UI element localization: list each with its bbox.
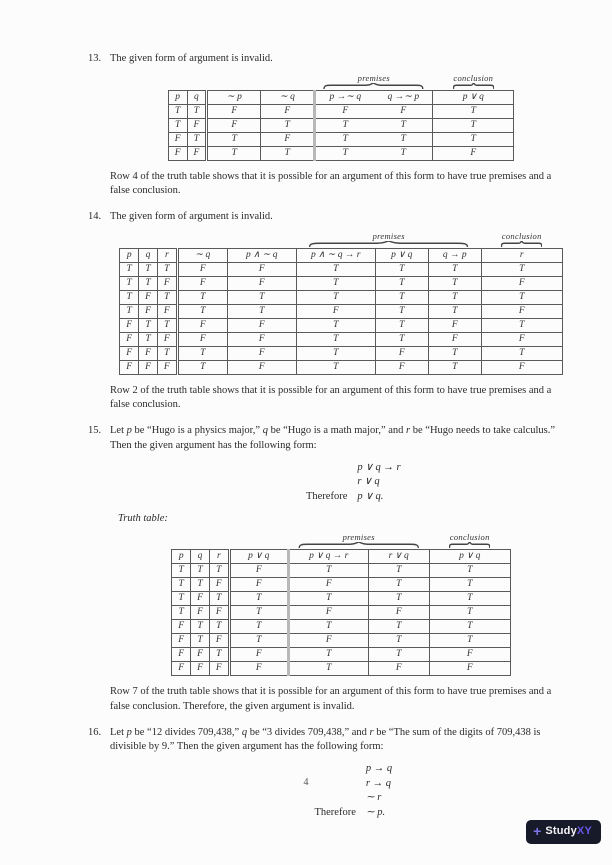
table-body (120, 262, 562, 374)
table-cell: T (428, 290, 481, 304)
conclusion-brace (429, 532, 510, 550)
item-14-note: Row 2 of the truth table shows that it is possible for an argument of this form to have true premises and a false conclusion. (110, 384, 552, 411)
table-cell: T (375, 304, 428, 318)
table-cell: T (191, 578, 210, 592)
table-cell: F (191, 606, 210, 620)
argument-line (290, 806, 392, 821)
truth-table-13 (168, 73, 515, 161)
item-15 (88, 424, 572, 715)
table-cell: T (481, 318, 562, 332)
table-cell: F (187, 118, 207, 132)
table-row (172, 634, 510, 648)
page-content (88, 52, 572, 839)
table-cell: T (139, 262, 158, 276)
table-cell: T (315, 146, 375, 160)
table-row (120, 262, 562, 276)
table-cell: F (120, 346, 139, 360)
table-cell: T (429, 620, 510, 634)
table-cell: T (429, 606, 510, 620)
table-cell: T (481, 262, 562, 276)
table-row (120, 332, 562, 346)
table-cell: T (172, 564, 191, 578)
table-cell: F (288, 578, 368, 592)
table-cell: T (168, 118, 187, 132)
table-cell: F (168, 146, 187, 160)
table-cell: F (172, 634, 191, 648)
table-cell: T (315, 118, 375, 132)
table-cell: T (428, 360, 481, 374)
table-cell: F (481, 304, 562, 318)
table-cell: T (288, 592, 368, 606)
table-cell: F (187, 146, 207, 160)
table-cell: T (296, 360, 375, 374)
table-cell: T (296, 262, 375, 276)
table-row (120, 318, 562, 332)
truth-table-13-wrap (110, 73, 572, 161)
argument-line (281, 475, 400, 490)
table-cell: F (177, 262, 227, 276)
table-cell: F (207, 118, 261, 132)
col-header: q (191, 550, 210, 564)
table-cell: T (172, 578, 191, 592)
table-cell: F (229, 648, 288, 662)
argument-line (281, 490, 400, 505)
table-cell: T (227, 290, 296, 304)
table-cell: T (209, 592, 229, 606)
brace-row (172, 532, 510, 550)
table-cell: T (368, 620, 429, 634)
table-cell: F (139, 346, 158, 360)
table-cell: F (120, 318, 139, 332)
table-cell: T (374, 132, 433, 146)
table-row (120, 346, 562, 360)
argument-line (290, 791, 392, 806)
table-cell: T (209, 620, 229, 634)
table-row (168, 146, 514, 160)
conclusion-brace-icon (449, 542, 490, 548)
table-row (172, 564, 510, 578)
table-cell: T (120, 290, 139, 304)
truth-table-15 (171, 532, 510, 676)
col-header: p →∼ q (315, 90, 375, 104)
table-cell: T (375, 332, 428, 346)
table-cell: F (296, 304, 375, 318)
table-cell: T (429, 634, 510, 648)
table-cell: T (429, 564, 510, 578)
table-cell: T (433, 118, 514, 132)
item-13-number: 13. (88, 53, 102, 64)
table-cell: T (177, 290, 227, 304)
table-cell: F (209, 634, 229, 648)
item-16-number: 16. (88, 726, 102, 738)
table-cell: T (172, 606, 191, 620)
table-row (172, 648, 510, 662)
table-cell: T (207, 132, 261, 146)
col-header: p ∧ ∼ q (227, 248, 296, 262)
table-cell: T (429, 578, 510, 592)
table-cell: T (296, 332, 375, 346)
table-cell: F (229, 662, 288, 676)
table-cell: T (375, 290, 428, 304)
truth-table-label: Truth table: (118, 512, 168, 524)
col-header: r (209, 550, 229, 564)
table-row (172, 620, 510, 634)
table-cell: T (229, 606, 288, 620)
table-cell: F (229, 578, 288, 592)
col-header: ∼ q (261, 90, 315, 104)
premises-label: premises (372, 230, 405, 241)
table-cell: F (191, 648, 210, 662)
table-cell: T (375, 318, 428, 332)
premises-label: premises (357, 72, 390, 83)
table-cell: F (191, 662, 210, 676)
table-row (172, 578, 510, 592)
table-cell: T (296, 290, 375, 304)
col-header: p ∨ q (429, 550, 510, 564)
table-cell: F (157, 360, 177, 374)
table-body (168, 104, 514, 160)
table-cell: F (429, 662, 510, 676)
table-cell: F (157, 332, 177, 346)
table-cell: T (428, 276, 481, 290)
table-cell: F (481, 332, 562, 346)
table-cell: F (157, 276, 177, 290)
col-header: p (172, 550, 191, 564)
table-cell: T (481, 290, 562, 304)
table-cell: F (209, 578, 229, 592)
table-cell: F (375, 360, 428, 374)
table-cell: T (120, 276, 139, 290)
conclusion-label: conclusion (501, 230, 542, 241)
table-cell: T (368, 564, 429, 578)
brace-row (168, 73, 514, 91)
table-cell: T (177, 346, 227, 360)
col-header: ∼ q (177, 248, 227, 262)
premises-brace (288, 532, 429, 550)
premises-label: premises (342, 532, 375, 543)
table-cell: F (429, 648, 510, 662)
argument-form-16 (290, 762, 392, 821)
table-cell: F (288, 606, 368, 620)
table-cell: F (207, 104, 261, 118)
table-cell: F (177, 318, 227, 332)
premise: p ∨ q → r (357, 461, 401, 473)
conclusion-brace (433, 73, 514, 91)
table-cell: F (157, 304, 177, 318)
col-header: p (168, 90, 187, 104)
premises-brace-icon (308, 241, 469, 247)
col-header: r ∨ q (368, 550, 429, 564)
header-row (120, 248, 562, 262)
col-header: p (120, 248, 139, 262)
table-cell: F (172, 620, 191, 634)
table-cell: T (368, 592, 429, 606)
table-cell: T (368, 634, 429, 648)
table-cell: F (120, 360, 139, 374)
table-cell: T (157, 346, 177, 360)
table-cell: T (433, 132, 514, 146)
premises-brace (315, 73, 433, 91)
item-15-text: Let p be “Hugo is a physics major,” q be “Hugo is a math major,” and r be “Hugo needs to take calculus.” Then the given argument has the following form: (110, 425, 556, 451)
table-cell: T (139, 318, 158, 332)
truth-table-14 (119, 231, 562, 375)
conclusion: p ∨ q. (357, 490, 384, 502)
table-cell: T (374, 118, 433, 132)
table-cell: T (315, 132, 375, 146)
table-cell: T (368, 648, 429, 662)
table-cell: F (433, 146, 514, 160)
table-cell: T (288, 620, 368, 634)
table-cell: F (374, 104, 433, 118)
table-cell: F (227, 262, 296, 276)
table-cell: T (375, 276, 428, 290)
conclusion-label: conclusion (453, 72, 494, 83)
table-cell: T (139, 332, 158, 346)
table-cell: F (177, 276, 227, 290)
brand-xy: XY (576, 824, 592, 837)
table-cell: F (261, 104, 315, 118)
table-cell: T (227, 304, 296, 318)
table-row (172, 662, 510, 676)
table-cell: T (368, 578, 429, 592)
table-body (172, 564, 510, 676)
truth-table-15-wrap (110, 532, 572, 676)
col-header: p ∨ q (433, 90, 514, 104)
item-14 (88, 210, 572, 413)
table-row (168, 118, 514, 132)
table-cell: F (209, 662, 229, 676)
table-cell: F (428, 318, 481, 332)
table-cell: F (227, 360, 296, 374)
table-row (168, 104, 514, 118)
col-header: r (481, 248, 562, 262)
table-row (120, 360, 562, 374)
table-cell: F (172, 648, 191, 662)
col-header: ∼ p (207, 90, 261, 104)
table-cell: T (229, 634, 288, 648)
argument-form-15 (281, 461, 400, 505)
table-cell: F (428, 332, 481, 346)
table-cell: T (429, 592, 510, 606)
table-cell: T (168, 104, 187, 118)
table-cell: T (191, 620, 210, 634)
col-header: q → p (428, 248, 481, 262)
table-cell: T (177, 304, 227, 318)
table-cell: T (120, 262, 139, 276)
table-cell: F (227, 332, 296, 346)
argument-line (281, 461, 400, 476)
premise: p → q (365, 763, 393, 774)
plus-icon: + (533, 823, 542, 840)
table-cell: F (368, 662, 429, 676)
table-cell: T (157, 290, 177, 304)
col-header: p ∨ q (375, 248, 428, 262)
conclusion-brace (481, 231, 562, 249)
col-header: p ∨ q (229, 550, 288, 564)
table-cell: T (187, 104, 207, 118)
table-cell: T (296, 318, 375, 332)
brand-study: Study (545, 824, 577, 837)
brace-row (120, 231, 562, 249)
premises-brace-icon (323, 83, 424, 89)
table-cell: F (368, 606, 429, 620)
truth-table-14-wrap (110, 231, 572, 375)
conclusion-brace-icon (501, 241, 542, 247)
item-14-text: The given form of argument is invalid. (110, 211, 273, 223)
table-cell: T (374, 146, 433, 160)
table-cell: T (261, 118, 315, 132)
table-cell: F (139, 360, 158, 374)
table-row (172, 592, 510, 606)
table-cell: T (157, 262, 177, 276)
item-16-text: Let p be “12 divides 709,438,” q be “3 divides 709,438,” and r be “The sum of the digits of 709,438 is divisible by 9.” Then the given argument has the following form: (110, 726, 541, 753)
table-cell: T (296, 346, 375, 360)
conclusion: ∼ p. (365, 807, 386, 819)
item-13 (88, 52, 572, 199)
table-row (120, 290, 562, 304)
col-header: p ∧ ∼ q → r (296, 248, 375, 262)
table-cell: T (209, 648, 229, 662)
item-13-note: Row 4 of the truth table shows that it is possible for an argument of this form to have true premises and a false conclusion. (110, 170, 552, 197)
header-row (172, 550, 510, 564)
table-cell: T (375, 262, 428, 276)
therefore-label: Therefore (305, 490, 348, 502)
table-cell: T (120, 304, 139, 318)
studyxy-logo (526, 820, 601, 844)
premise: ∼ r (365, 792, 382, 804)
table-cell: T (229, 592, 288, 606)
argument-line (290, 762, 392, 777)
item-14-number: 14. (88, 211, 102, 223)
item-13-text: The given form of argument is invalid. (110, 53, 273, 64)
table-cell: T (157, 318, 177, 332)
premise: r → q (365, 777, 391, 789)
col-header: q (139, 248, 158, 262)
table-cell: T (139, 276, 158, 290)
table-cell: T (172, 592, 191, 606)
conclusion-brace-icon (453, 83, 494, 89)
table-cell: F (139, 304, 158, 318)
table-row (172, 606, 510, 620)
table-row (168, 132, 514, 146)
table-cell: F (227, 346, 296, 360)
table-cell: F (177, 332, 227, 346)
table-cell: F (261, 132, 315, 146)
col-header: q →∼ p (374, 90, 433, 104)
table-cell: F (288, 634, 368, 648)
premises-brace-icon (298, 542, 420, 548)
col-header: r (157, 248, 177, 262)
table-cell: T (296, 276, 375, 290)
table-cell: T (191, 564, 210, 578)
table-row (120, 276, 562, 290)
table-cell: T (288, 564, 368, 578)
item-15-note: Row 7 of the truth table shows that it is possible for an argument of this form to have true premises and a false conclusion. Therefore, the given argument is invalid. (110, 686, 552, 712)
table-cell: T (428, 304, 481, 318)
table-cell: F (229, 564, 288, 578)
table-cell: T (261, 146, 315, 160)
table-cell: T (288, 662, 368, 676)
therefore-label: Therefore (314, 807, 356, 819)
premises-brace (296, 231, 481, 249)
table-cell: T (428, 346, 481, 360)
premise: r ∨ q (357, 476, 380, 488)
table-cell: T (187, 132, 207, 146)
table-cell: T (433, 104, 514, 118)
table-cell: F (227, 276, 296, 290)
table-cell: T (209, 564, 229, 578)
table-cell: F (120, 332, 139, 346)
table-cell: F (209, 606, 229, 620)
table-cell: F (172, 662, 191, 676)
table-cell: T (428, 262, 481, 276)
table-cell: T (207, 146, 261, 160)
table-cell: F (191, 592, 210, 606)
table-cell: T (288, 648, 368, 662)
table-cell: T (191, 634, 210, 648)
table-cell: F (481, 276, 562, 290)
table-cell: F (315, 104, 375, 118)
page-number: 4 (303, 777, 309, 788)
table-cell: F (375, 346, 428, 360)
table-cell: F (481, 360, 562, 374)
col-header: q (187, 90, 207, 104)
item-15-number: 15. (88, 425, 102, 437)
col-header: p ∨ q → r (288, 550, 368, 564)
table-cell: F (139, 290, 158, 304)
table-cell: T (229, 620, 288, 634)
table-cell: T (177, 360, 227, 374)
conclusion-label: conclusion (449, 532, 490, 543)
table-cell: T (481, 346, 562, 360)
table-row (120, 304, 562, 318)
header-row (168, 90, 514, 104)
table-cell: F (227, 318, 296, 332)
table-cell: F (168, 132, 187, 146)
